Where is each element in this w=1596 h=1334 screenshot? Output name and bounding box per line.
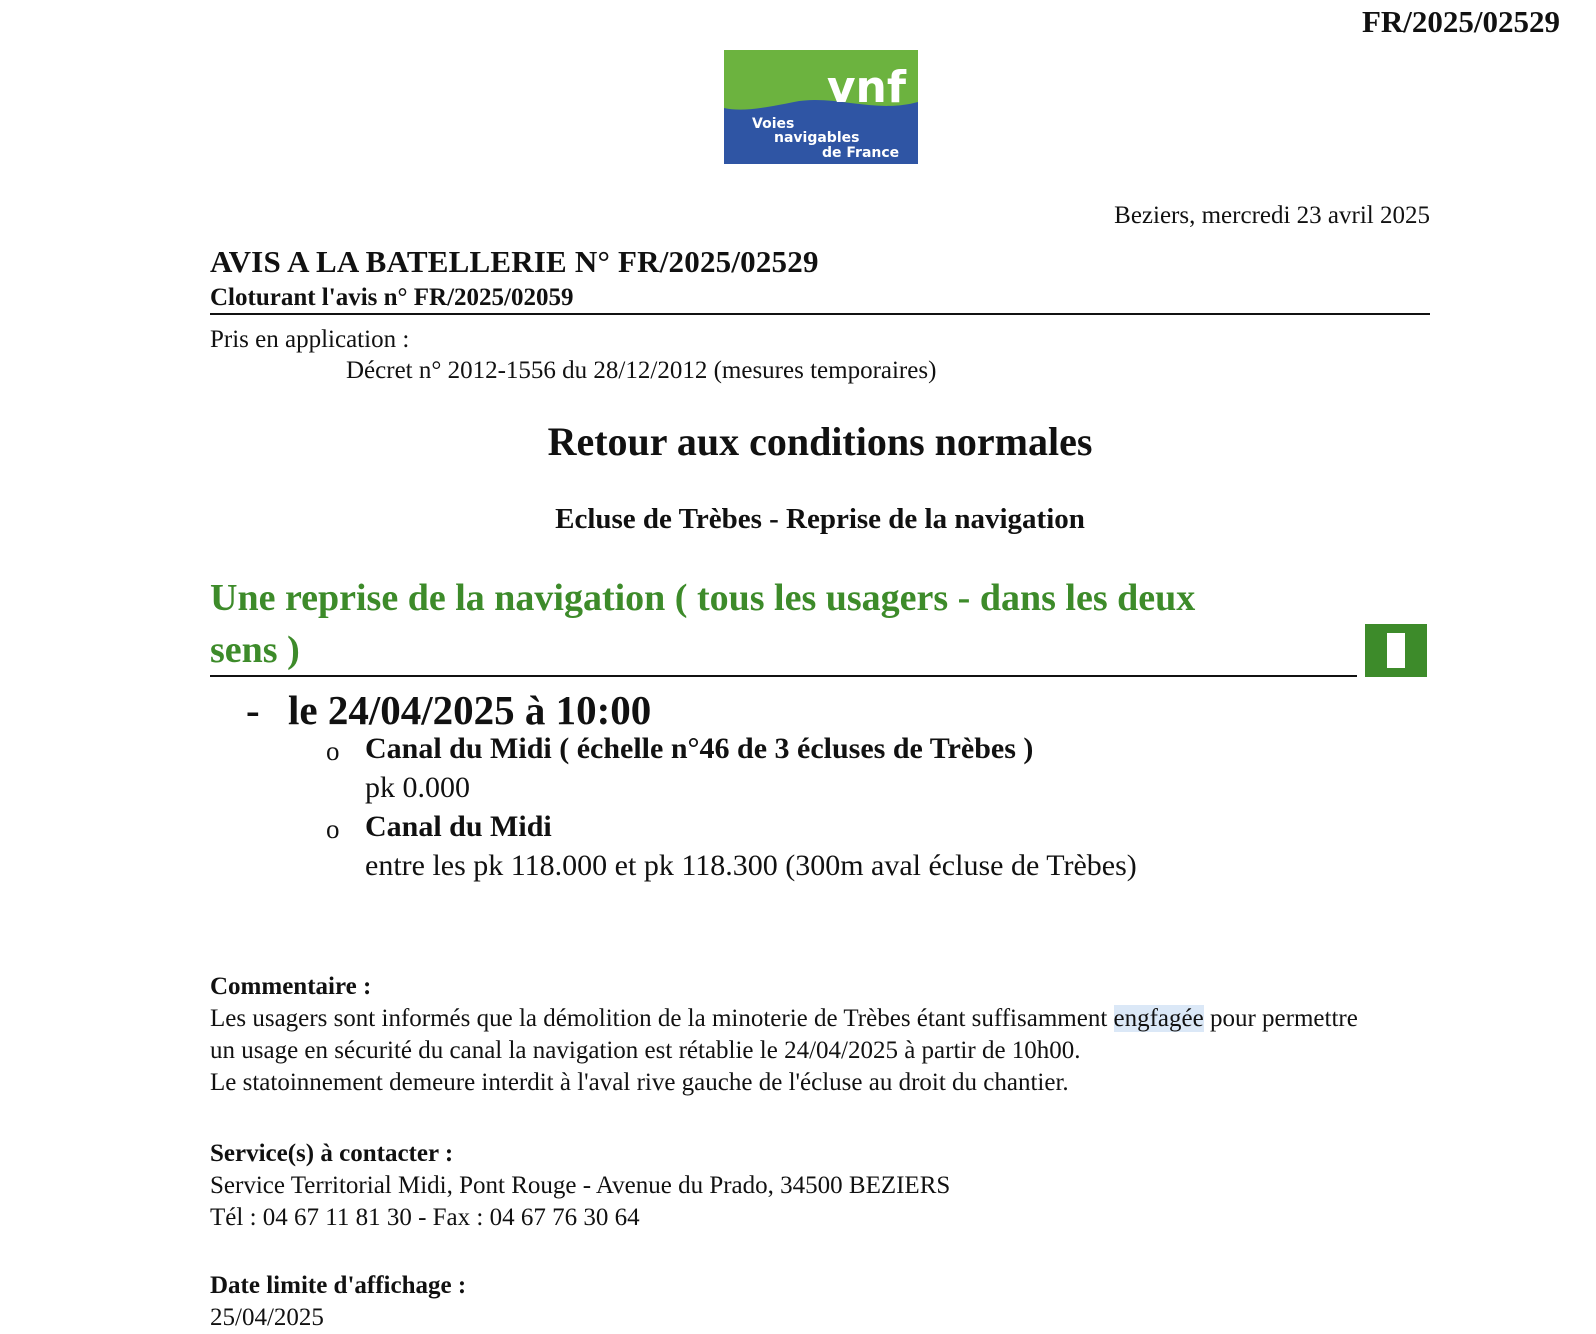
contact-details <box>210 1170 1450 1234</box>
header-divider <box>210 313 1430 315</box>
notice-reference: FR/2025/02529 <box>1361 4 1560 39</box>
vnf-logo <box>724 50 918 164</box>
place-date: Beziers, mercredi 23 avril 2025 <box>1114 202 1430 229</box>
date-dash: - <box>246 687 260 733</box>
decree-reference: Décret n° 2012-1556 du 28/12/2012 (mesures temporaires) <box>346 357 937 384</box>
navigation-sign-icon <box>1365 624 1427 677</box>
display-limit-heading: Date limite d'affichage : <box>210 1272 467 1299</box>
measure-heading-line1: Une reprise de la navigation ( tous les usagers - dans les deux <box>210 577 1196 619</box>
measure-date <box>246 686 651 734</box>
date-label: le 24/04/2025 à 10:00 <box>288 687 652 733</box>
contact-heading: Service(s) à contacter : <box>210 1140 454 1167</box>
measure-divider <box>210 675 1357 677</box>
list-bullet: o <box>326 736 340 766</box>
measure-heading-line2: sens ) <box>210 629 300 671</box>
highlighted-word: engfagée <box>1113 1005 1204 1032</box>
closing-notice: Cloturant l'avis n° FR/2025/02059 <box>210 284 574 311</box>
main-title: Retour aux conditions normales <box>547 419 1093 464</box>
comment-heading: Commentaire : <box>210 973 372 1000</box>
comment-line1-end: pour permettre <box>1203 1005 1358 1032</box>
list-bullet: o <box>326 814 340 844</box>
location-title: Canal du Midi <box>365 810 552 843</box>
sub-title: Ecluse de Trèbes - Reprise de la navigation <box>555 503 1085 535</box>
comment-line <box>210 1003 1450 1035</box>
display-limit-date: 25/04/2025 <box>210 1304 324 1331</box>
application-label: Pris en application : <box>210 326 410 353</box>
location-desc: pk 0.000 <box>365 771 470 804</box>
measure-heading <box>210 572 1340 676</box>
comment-text <box>210 1003 1450 1099</box>
notice-title: AVIS A LA BATELLERIE N° FR/2025/02529 <box>210 244 819 279</box>
logo-line3: de France <box>822 145 900 161</box>
comment-line1-start: Les usagers sont informés que la démolition de la minoterie de Trèbes étant suffisamment <box>210 1005 1114 1032</box>
logo-line1: Voies <box>752 116 795 132</box>
comment-line: Le statoinnement demeure interdit à l'aval rive gauche de l'écluse au droit du chantier. <box>210 1069 1069 1096</box>
contact-phone: Tél : 04 67 11 81 30 - Fax : 04 67 76 30 64 <box>210 1204 640 1231</box>
logo-line2: navigables <box>774 130 860 146</box>
location-desc: entre les pk 118.000 et pk 118.300 (300m aval écluse de Trèbes) <box>365 849 1137 882</box>
location-title: Canal du Midi ( échelle n°46 de 3 écluses de Trèbes ) <box>365 732 1034 765</box>
comment-line: un usage en sécurité du canal la navigation est rétablie le 24/04/2025 à partir de 10h00. <box>210 1037 1081 1064</box>
contact-address: Service Territorial Midi, Pont Rouge - Avenue du Prado, 34500 BEZIERS <box>210 1172 951 1199</box>
logo-brand: vnf <box>826 62 906 113</box>
